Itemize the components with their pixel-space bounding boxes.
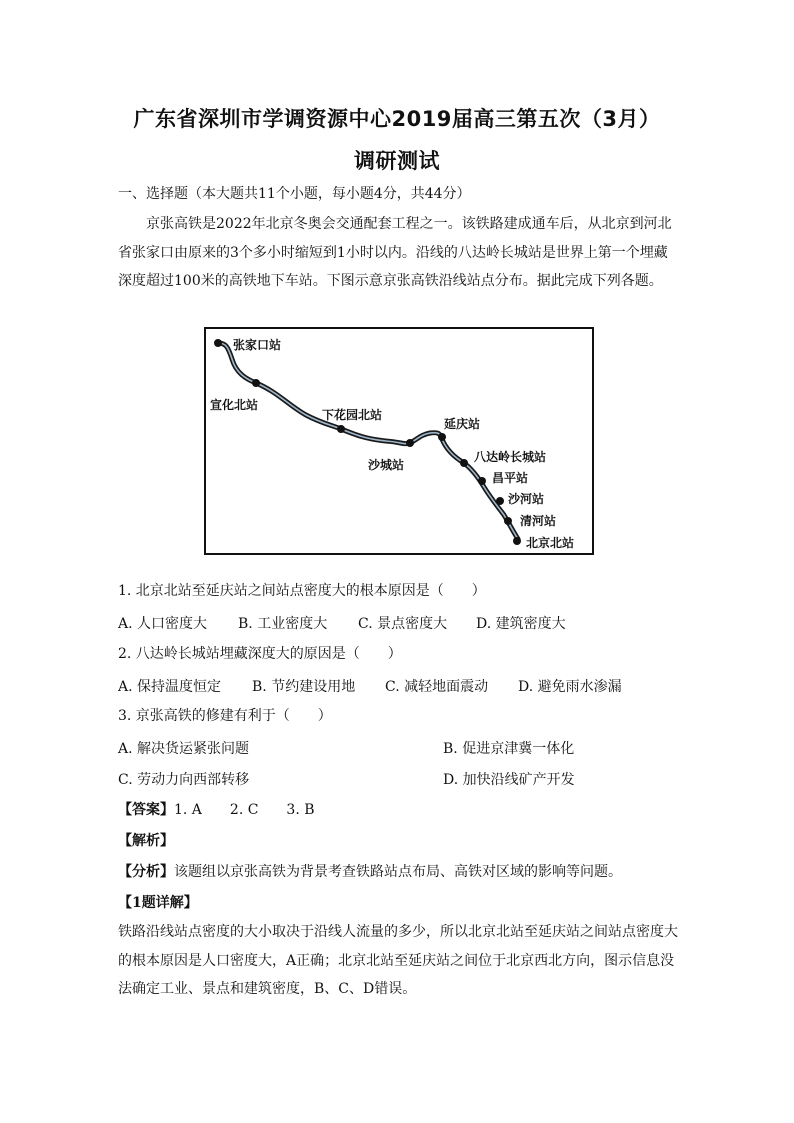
document-title-line-2: 调研测试 <box>354 149 440 173</box>
station-label: 下花园北站 <box>322 408 383 422</box>
railway-route-outline <box>218 343 518 539</box>
question-2-stem: 2. 八达岭长城站埋藏深度大的原因是（ ） <box>118 646 402 662</box>
question-2-option-c[interactable]: C. 减轻地面震动 <box>385 679 489 695</box>
question-1-option-c[interactable]: C. 景点密度大 <box>358 616 448 632</box>
station-dot-shahe <box>496 497 504 505</box>
answer-text: 1. A 2. C 3. B <box>174 802 315 818</box>
station-dot-zhangjiakou <box>214 339 222 347</box>
question-1-stem: 1. 北京北站至延庆站之间站点密度大的根本原因是（ ） <box>118 583 486 599</box>
station-label: 沙城站 <box>368 458 405 472</box>
question-3-option-c[interactable]: C. 劳动力向西部转移 <box>118 772 250 788</box>
station-dot-changping <box>478 477 486 485</box>
section-heading: 一、选择题（本大题共11个小题，每小题4分，共44分） <box>118 186 471 202</box>
analysis-label: 【解析】 <box>118 833 174 849</box>
railway-map-svg <box>206 329 592 553</box>
station-label: 沙河站 <box>508 492 545 506</box>
passage-line-2: 省张家口由原来的3个多小时缩短到1小时以内。沿线的八达岭长城站是世界上第一个埋藏 <box>118 244 668 261</box>
passage-line-1: 京张高铁是2022年北京冬奥会交通配套工程之一。该铁路建成通车后，从北京到河北 <box>146 216 672 232</box>
detail-line-3: 法确定工业、景点和建筑密度，B、C、D错误。 <box>118 981 417 997</box>
question-2-option-a[interactable]: A. 保持温度恒定 <box>118 679 222 695</box>
station-dot-shacheng <box>406 439 414 447</box>
station-dot-badaling <box>460 459 468 467</box>
passage-line-3: 深度超过100米的高铁地下车站。下图示意京张高铁沿线站点分布。据此完成下列各题。 <box>118 273 663 289</box>
question-1-option-d[interactable]: D. 建筑密度大 <box>476 616 566 632</box>
station-label: 张家口站 <box>233 338 282 352</box>
question-3-stem: 3. 京张高铁的修建有利于（ ） <box>118 708 332 724</box>
question-2-option-b[interactable]: B. 节约建设用地 <box>252 679 356 695</box>
document-title-line-1: 广东省深圳市学调资源中心2019届高三第五次（3月） <box>133 107 661 131</box>
question-3-option-d[interactable]: D. 加快沿线矿产开发 <box>443 772 575 788</box>
detail-line-1: 铁路沿线站点密度的大小取决于沿线人流量的多少，所以北京北站至延庆站之间站点密度大 <box>118 924 678 940</box>
station-label: 昌平站 <box>492 471 529 485</box>
station-label: 八达岭长城站 <box>474 450 547 464</box>
station-dot-xiahuayuanbei <box>337 425 345 433</box>
question-3-option-b[interactable]: B. 促进京津冀一体化 <box>443 741 575 757</box>
fenxi-line <box>118 862 622 882</box>
question-2-option-d[interactable]: D. 避免雨水渗漏 <box>518 679 622 695</box>
station-dot-xuanhuabei <box>252 379 260 387</box>
fenxi-text: 该题组以京张高铁为背景考查铁路站点布局、高铁对区域的影响等问题。 <box>174 864 622 880</box>
station-label: 延庆站 <box>444 417 481 431</box>
fenxi-label: 【分析】 <box>118 864 174 880</box>
answer-label: 【答案】 <box>118 802 174 818</box>
station-label: 北京北站 <box>526 536 575 550</box>
station-dot-qinghe <box>504 517 512 525</box>
question-1-option-a[interactable]: A. 人口密度大 <box>118 616 208 632</box>
detail-label: 【1题详解】 <box>118 895 198 911</box>
railway-map <box>204 327 594 555</box>
question-1-option-b[interactable]: B. 工业密度大 <box>238 616 328 632</box>
station-label: 清河站 <box>520 514 557 528</box>
detail-paragraph <box>118 918 678 1004</box>
station-dot-beijingbei <box>513 537 521 545</box>
question-3-option-a[interactable]: A. 解决货运紧张问题 <box>118 741 250 757</box>
railway-route-inner <box>218 343 518 539</box>
station-label: 宣化北站 <box>210 398 259 412</box>
detail-line-2: 的根本原因是人口密度大，A正确；北京北站至延庆站之间位于北京西北方向，图示信息没 <box>118 952 675 969</box>
station-dot-yanqing <box>438 433 446 441</box>
passage <box>118 210 678 296</box>
answer-line <box>118 800 315 820</box>
